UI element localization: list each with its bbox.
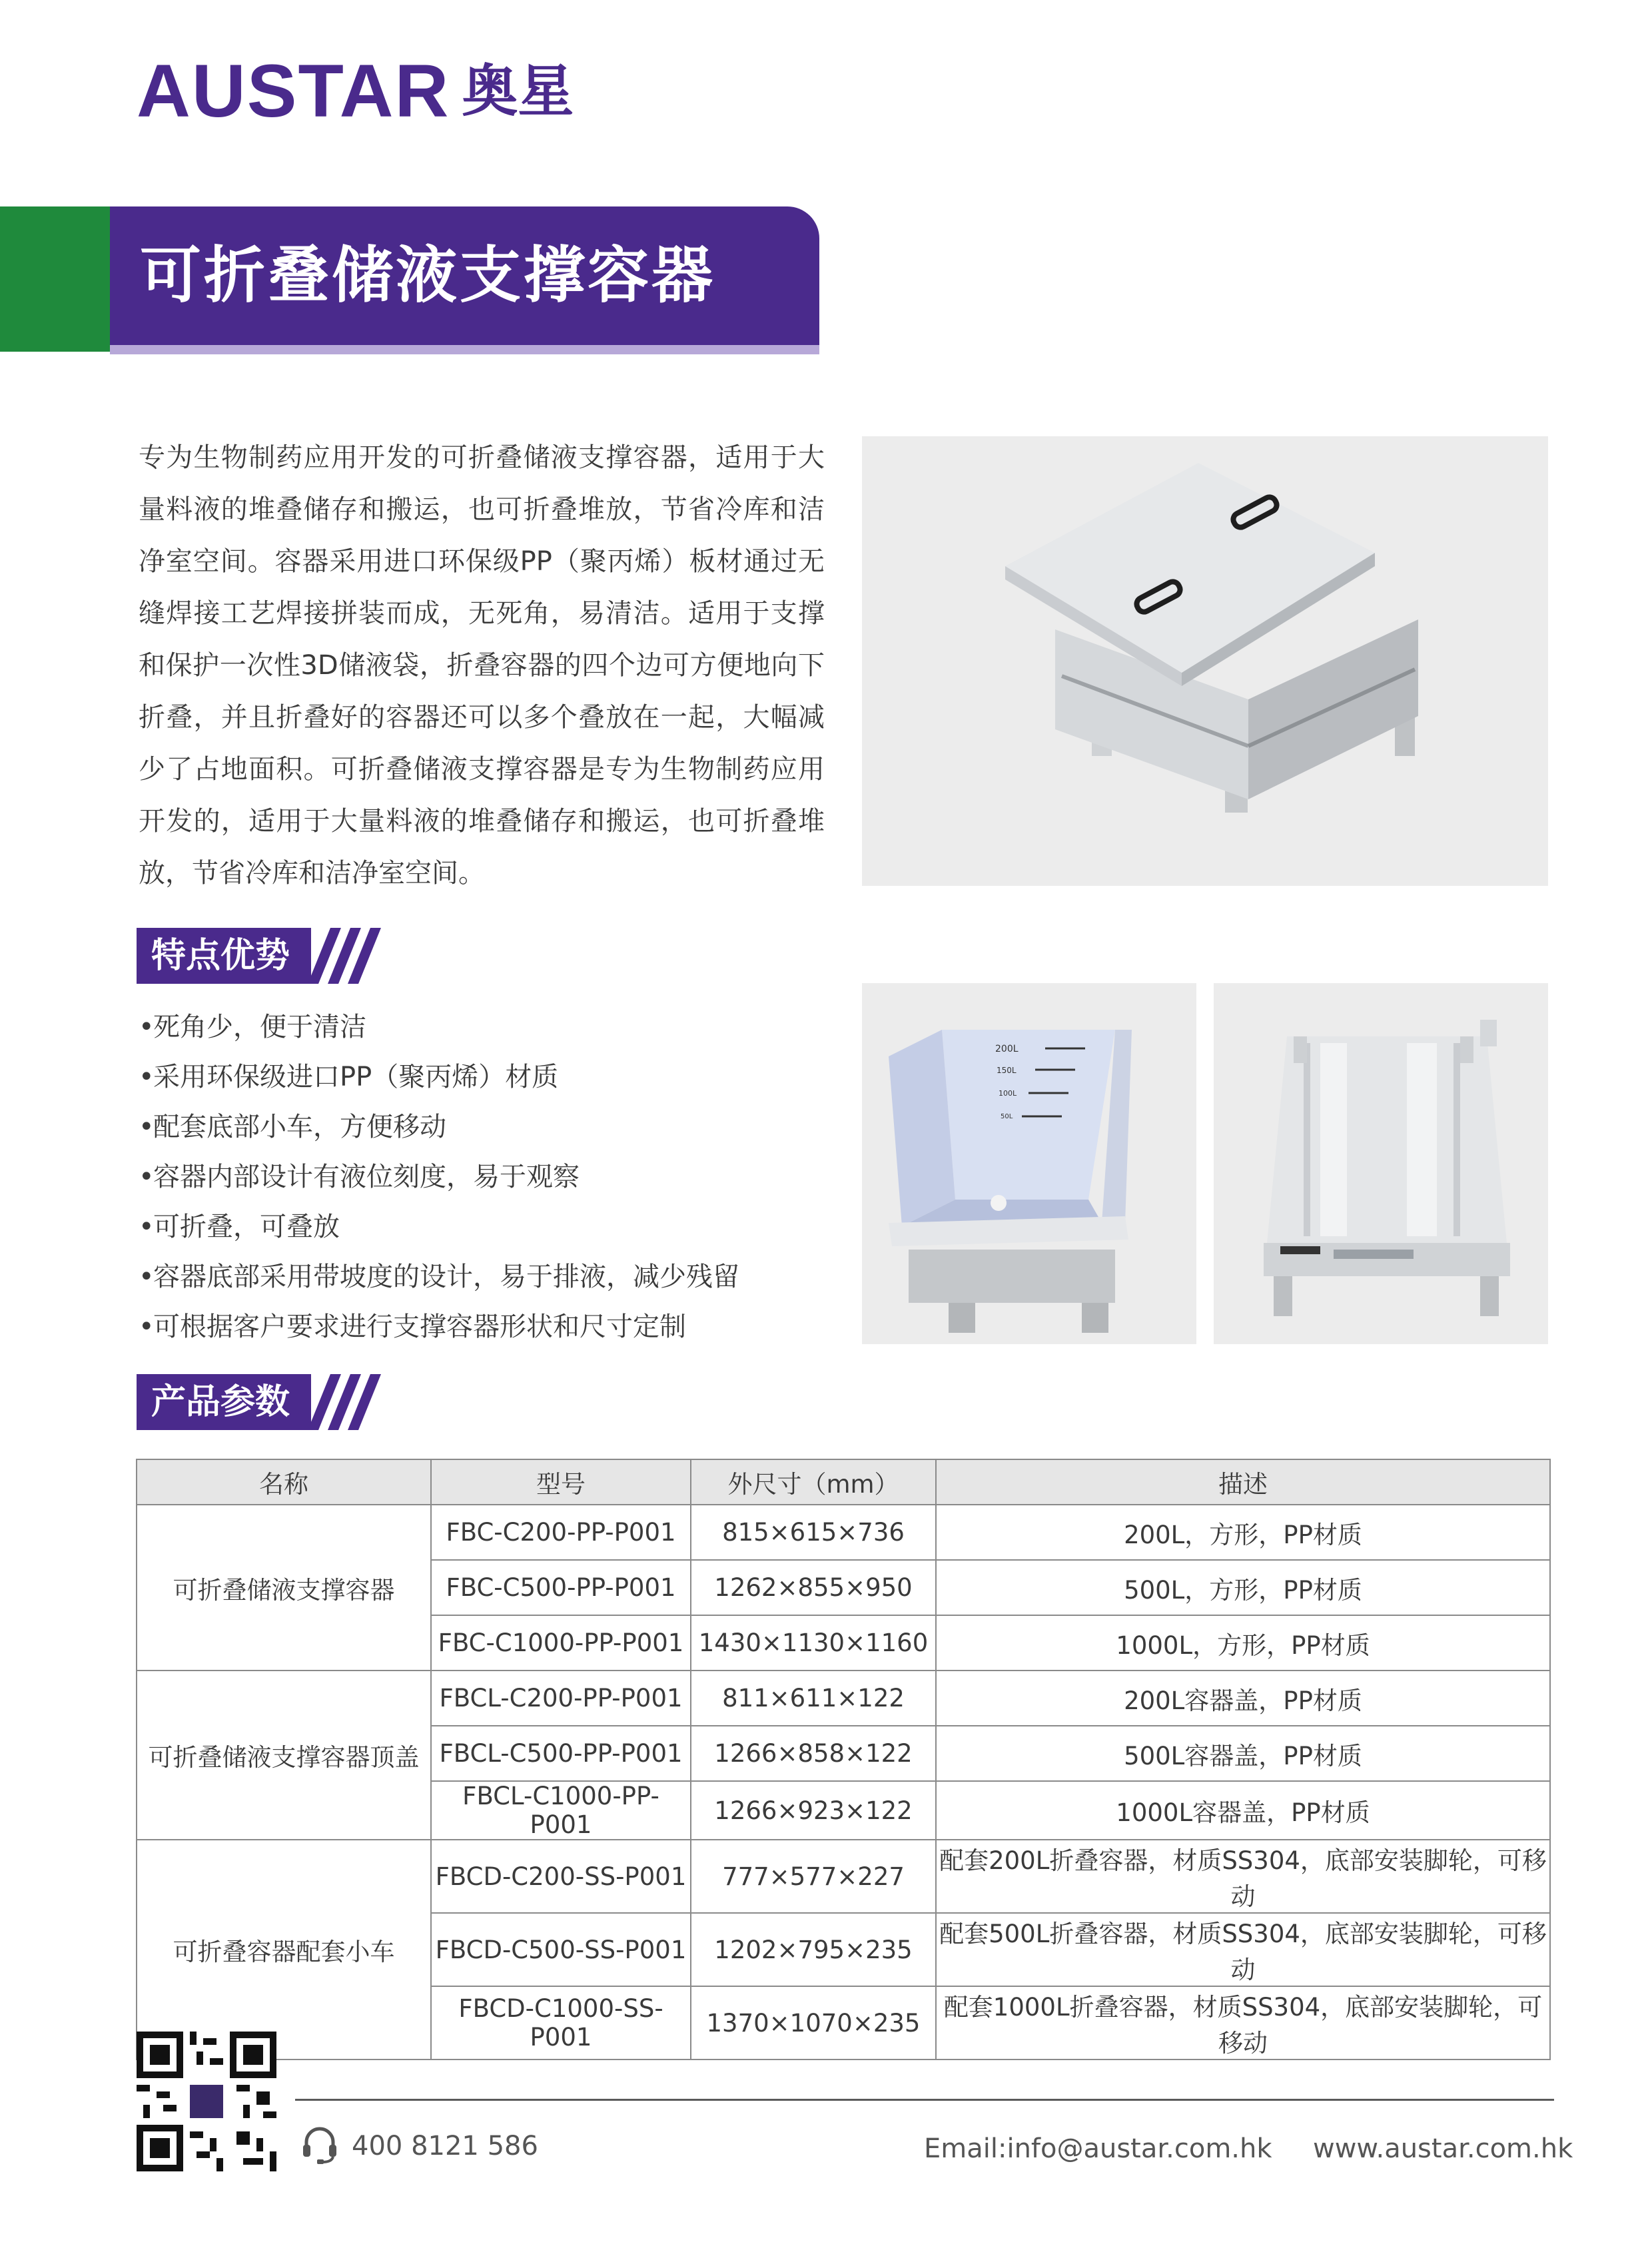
cell-size: 811×611×122 — [691, 1671, 936, 1726]
heading-slash-decoration — [319, 1374, 379, 1430]
cell-model: FBC-C1000-PP-P001 — [431, 1615, 691, 1671]
feature-item: •可根据客户要求进行支撑容器形状和尺寸定制 — [139, 1311, 686, 1342]
table-row — [137, 1671, 1550, 1726]
cell-model: FBCD-C500-SS-P001 — [431, 1913, 691, 1986]
scale-label-100: 100L — [999, 1089, 1017, 1098]
features-list — [139, 1002, 739, 1352]
title-underline — [110, 345, 819, 354]
cell-size: 1202×795×235 — [691, 1913, 936, 1986]
cell-model: FBCL-C500-PP-P001 — [431, 1726, 691, 1781]
params-heading-label: 产品参数 — [137, 1374, 311, 1430]
footer-divider — [295, 2099, 1554, 2101]
column-header-model: 型号 — [431, 1459, 691, 1505]
website-link[interactable]: www.austar.com.hk — [1313, 2133, 1573, 2164]
heading-slash-decoration — [319, 928, 379, 984]
title-accent-bar — [0, 206, 110, 352]
scale-label-50: 50L — [1001, 1113, 1013, 1120]
cell-description: 1000L容器盖，PP材质 — [936, 1781, 1550, 1840]
feature-item: •容器底部采用带坡度的设计，易于排液，减少残留 — [139, 1262, 739, 1292]
params-heading — [137, 1374, 379, 1430]
column-header-description: 描述 — [936, 1459, 1550, 1505]
table-row — [137, 1840, 1550, 1913]
scale-label-150: 150L — [997, 1066, 1017, 1075]
cell-description: 配套500L折叠容器，材质SS304，底部安装脚轮，可移动 — [936, 1913, 1550, 1986]
page-title: 可折叠储液支撑容器 — [140, 240, 716, 311]
product-image-folded-container — [1214, 983, 1548, 1344]
feature-item: •容器内部设计有液位刻度，易于观察 — [139, 1162, 580, 1192]
cell-description: 200L，方形，PP材质 — [936, 1505, 1550, 1560]
features-heading — [137, 928, 379, 984]
cell-model: FBCD-C200-SS-P001 — [431, 1840, 691, 1913]
cell-size: 1262×855×950 — [691, 1560, 936, 1615]
product-image-open-container — [862, 983, 1196, 1344]
group-name-cart: 可折叠容器配套小车 — [137, 1840, 431, 2059]
feature-item: •配套底部小车，方便移动 — [139, 1112, 446, 1142]
cell-size: 815×615×736 — [691, 1505, 936, 1560]
cell-model: FBC-C500-PP-P001 — [431, 1560, 691, 1615]
cell-size: 1430×1130×1160 — [691, 1615, 936, 1671]
logo-latin-text: AUSTAR — [137, 49, 450, 133]
cell-description: 1000L，方形，PP材质 — [936, 1615, 1550, 1671]
product-image-closed-container — [862, 436, 1548, 886]
phone-number[interactable]: 400 8121 586 — [352, 2131, 538, 2161]
cell-description: 200L容器盖，PP材质 — [936, 1671, 1550, 1726]
group-name-container: 可折叠储液支撑容器 — [137, 1505, 431, 1671]
logo-chinese-text: 奥星 — [462, 59, 574, 124]
qr-code[interactable] — [137, 2032, 276, 2171]
cell-description: 500L，方形，PP材质 — [936, 1560, 1550, 1615]
table-row — [137, 1505, 1550, 1560]
group-name-lid: 可折叠储液支撑容器顶盖 — [137, 1671, 431, 1840]
email-link[interactable]: Email:info@austar.com.hk — [924, 2133, 1272, 2164]
cell-size: 777×577×227 — [691, 1840, 936, 1913]
cell-size: 1370×1070×235 — [691, 1986, 936, 2059]
table-header-row — [137, 1459, 1550, 1505]
features-heading-label: 特点优势 — [137, 928, 311, 984]
cell-model: FBCD-C1000-SS-P001 — [431, 1986, 691, 2059]
spec-table — [136, 1459, 1551, 2060]
feature-item: •采用环保级进口PP（聚丙烯）材质 — [139, 1062, 559, 1092]
cell-description: 配套200L折叠容器，材质SS304，底部安装脚轮，可移动 — [936, 1840, 1550, 1913]
column-header-size: 外尺寸（mm） — [691, 1459, 936, 1505]
cell-size: 1266×858×122 — [691, 1726, 936, 1781]
scale-label-200: 200L — [995, 1044, 1019, 1054]
cell-size: 1266×923×122 — [691, 1781, 936, 1840]
cell-model: FBCL-C1000-PP-P001 — [431, 1781, 691, 1840]
headset-icon — [300, 2123, 340, 2166]
column-header-name: 名称 — [137, 1459, 431, 1505]
cell-model: FBC-C200-PP-P001 — [431, 1505, 691, 1560]
feature-item: •可折叠，可叠放 — [139, 1212, 340, 1242]
cell-description: 500L容器盖，PP材质 — [936, 1726, 1550, 1781]
cell-model: FBCL-C200-PP-P001 — [431, 1671, 691, 1726]
intro-paragraph: 专为生物制药应用开发的可折叠储液支撑容器，适用于大量料液的堆叠储存和搬运，也可折叠堆放，节省冷库和洁净室空间。容器采用进口环保级PP（聚丙烯）板材通过无缝焊接工艺焊接拼装而成，无死角，易清洁。适用于支撑和保护一次性3D储液袋，折叠容器的四个边可方便地向下折叠，并且折叠好的容器还可以多个叠放在一起，大幅减少了占地面积。可折叠储液支撑容器是专为生物制药应用开发的，适用于大量料液的堆叠储存和搬运，也可折叠堆放，节省冷库和洁净室空间。 — [139, 442, 825, 889]
cell-description: 配套1000L折叠容器，材质SS304，底部安装脚轮，可移动 — [936, 1986, 1550, 2059]
company-logo — [137, 49, 574, 133]
feature-item: •死角少，便于清洁 — [139, 1012, 366, 1042]
